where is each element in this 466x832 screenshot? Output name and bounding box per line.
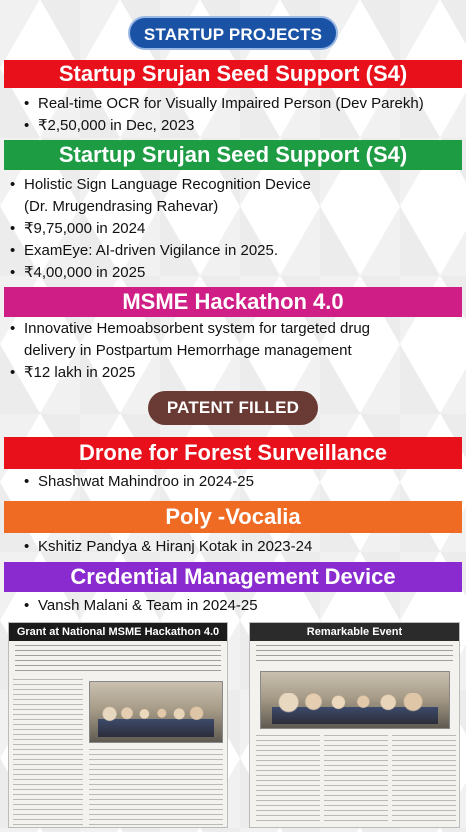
list-item: • Holistic Sign Language Recognition Device <box>8 174 311 196</box>
list-item: • ₹9,75,000 in 2024 <box>8 218 311 240</box>
list-item: • ₹2,50,000 in Dec, 2023 <box>22 115 424 137</box>
msme-title: MSME Hackathon 4.0 <box>4 287 462 317</box>
s4-first-list <box>22 93 424 137</box>
list-item: (Dr. Mrugendrasing Rahevar) <box>24 198 219 215</box>
msme-grant-clipping <box>8 622 228 828</box>
list-item: • Vansh Malani & Team in 2024-25 <box>22 595 258 617</box>
clipping-photo <box>260 671 450 729</box>
list-item: • Kshitiz Pandya & Hiranj Kotak in 2023-24 <box>22 536 312 558</box>
clipping-body-text <box>89 749 223 825</box>
clipping-photo <box>89 681 223 743</box>
s4-second-list <box>8 174 311 284</box>
credential-title: Credential Management Device <box>4 562 462 592</box>
remarkable-event-clipping <box>249 622 460 828</box>
list-item: • ExamEye: AI-driven Vigilance in 2025. <box>8 240 311 262</box>
list-item: delivery in Postpartum Hemorrhage management <box>24 342 352 359</box>
poly-list <box>22 536 312 558</box>
poly-title: Poly -Vocalia <box>4 501 462 533</box>
list-item: • ₹4,00,000 in 2025 <box>8 262 311 284</box>
patent-filled-heading: PATENT FILLED <box>148 391 318 425</box>
startup-projects-heading: STARTUP PROJECTS <box>128 16 338 50</box>
clipping-headline-text <box>15 645 221 673</box>
clipping-column-text <box>392 735 456 825</box>
list-item: • Shashwat Mahindroo in 2024-25 <box>22 471 254 493</box>
s4-first-title: Startup Srujan Seed Support (S4) <box>4 60 462 88</box>
list-item: • Real-time OCR for Visually Impaired Person (Dev Parekh) <box>22 93 424 115</box>
clipping-header: Remarkable Event <box>250 623 459 641</box>
s4-second-title: Startup Srujan Seed Support (S4) <box>4 140 462 170</box>
clipping-column-text <box>324 735 388 825</box>
list-item: • Innovative Hemoabsorbent system for targeted drug <box>8 318 370 340</box>
drone-list <box>22 471 254 493</box>
clipping-column-text <box>256 735 320 825</box>
clipping-column-text <box>13 679 83 825</box>
credential-list <box>22 595 258 617</box>
drone-title: Drone for Forest Surveillance <box>4 437 462 469</box>
msme-list <box>8 318 370 384</box>
clipping-headline-text <box>256 645 453 665</box>
clipping-header: Grant at National MSME Hackathon 4.0 <box>9 623 227 641</box>
list-item: • ₹12 lakh in 2025 <box>8 362 370 384</box>
